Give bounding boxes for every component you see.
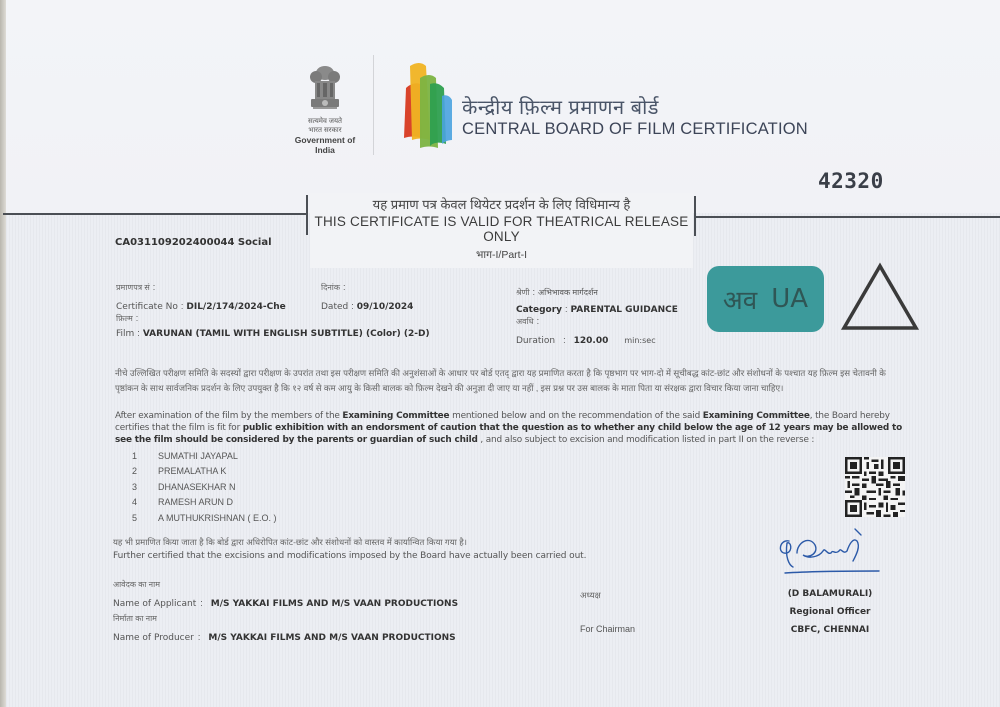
dated-field: Dated : 09/10/2024 — [321, 301, 414, 312]
triangle-symbol-icon — [840, 262, 920, 332]
further-certified-hindi: यह भी प्रमाणित किया जाता है कि बोर्ड द्वारा अधिरोपित कांट-छांट और संशोधनों को वास्तव में कार्यान्वित किया गया है। — [113, 537, 467, 547]
category-field: Category : PARENTAL GUIDANCE — [516, 304, 678, 315]
serial-number: 42320 — [818, 169, 884, 193]
list-item: 3 DHANASEKHAR N — [132, 481, 236, 492]
board-title-hindi: केन्द्रीय फ़िल्म प्रमाणन बोर्ड — [462, 97, 659, 119]
government-emblem — [285, 63, 365, 155]
duration-value: 120.00 — [573, 336, 609, 346]
board-title-english: CENTRAL BOARD OF FILM CERTIFICATION — [462, 120, 808, 138]
duration-label-hindi: अवधि : — [516, 316, 540, 326]
certificate-no-value: DIL/2/174/2024-Che — [186, 302, 286, 312]
applicant-label-hindi: आवेदक का नाम — [113, 580, 160, 589]
board-title — [462, 93, 808, 139]
film-field: Film : VARUNAN (TAMIL WITH ENGLISH SUBTITLE) (Color) (2-D) — [116, 328, 430, 339]
applicant-label: Name of Applicant — [113, 599, 197, 609]
validity-hindi: यह प्रमाण पत्र केवल थियेटर प्रदर्शन के लिए विधिमान्य है — [372, 197, 631, 212]
film-label: Film — [116, 329, 135, 339]
category-label: Category — [516, 305, 563, 315]
signatory-office: CBFC, CHENNAI — [790, 625, 870, 635]
certificate-no-label: Certificate No — [116, 302, 178, 312]
list-item: 2 PREMALATHA K — [132, 466, 227, 477]
further-certified-english: Further certified that the excisions and modifications imposed by the Board have actually been carried out. — [113, 551, 587, 561]
producer-label-hindi: निर्माता का नाम — [113, 614, 157, 623]
rating-hindi: अव — [722, 286, 758, 316]
validity-english: THIS CERTIFICATE IS VALID FOR THEATRICAL RELEASE ONLY — [314, 214, 689, 244]
government-hindi: भारत सरकार — [308, 127, 342, 134]
dated-value: 09/10/2024 — [356, 302, 414, 312]
paper-edge — [0, 0, 6, 707]
banner-rule-left — [3, 213, 307, 215]
film-label-hindi: फ़िल्म : — [116, 313, 139, 323]
rating-english: UA — [771, 284, 809, 314]
header-divider — [373, 55, 374, 155]
applicant-value: M/S YAKKAI FILMS AND M/S VAAN PRODUCTIONS — [210, 599, 459, 609]
list-item: 4 RAMESH ARUN D — [132, 497, 234, 508]
certificate-no-field: Certificate No : DIL/2/174/2024-Che — [116, 301, 286, 312]
duration-label: Duration — [516, 336, 556, 346]
cbfc-logo-icon — [400, 60, 456, 152]
ua-rating-badge — [707, 266, 824, 332]
applicant-field: Name of Applicant : M/S YAKKAI FILMS AND M/S VAAN PRODUCTIONS — [113, 598, 459, 609]
category-value: PARENTAL GUIDANCE — [570, 305, 678, 315]
certification-text-english: After examination of the film by the members of the Examining Committee mentioned below and on the recommendation of the said Examining Committee, the Board hereby certifies that the film is fit for public exhibition with an endorsment of caution that the question as to whether any child below the age of 12 years may be allowed to see the film should be considered by the parents or guardian of such child , and also subject to excision and modification listed in part II on the reverse : — [115, 411, 903, 445]
certification-text-hindi: नीचे उल्लिखित परीक्षण समिति के सदस्यों द्वारा परीक्षण के उपरांत तथा इस परीक्षण समिति की अनुशंसाओं के आधार पर बोर्ड एतद् द्वारा यह प्रमाणित करता है कि पृष्ठभाग पर भाग-दो में सूचीबद्ध कांट-छांट और संशोधनों के पश्चात यह फ़िल्म इस चेतावनी के पृष्ठांकन के साथ सार्वजनिक प्रदर्शन के लिए उपयुक्त है कि १२ वर्ष से कम आयु के किसी बालक को फ़िल्म देखने की अनुज्ञा दी जाए या नहीं , इस प्रश्न पर उस बालक के माता पिता या संरक्षक द्वारा विचार किया जाना चाहिए। — [115, 368, 886, 393]
category-hindi-field: श्रेणी : अभिभावक मार्गदर्शन — [516, 287, 598, 297]
chairman-hindi: अध्यक्ष — [580, 590, 601, 600]
film-value: VARUNAN (TAMIL WITH ENGLISH SUBTITLE) (Color) (2-D) — [142, 329, 430, 339]
duration-unit: min:sec — [624, 336, 656, 345]
duration-field: Duration : 120.00 min:sec — [516, 335, 656, 346]
qr-code-icon[interactable] — [845, 457, 905, 517]
signatory-block — [760, 585, 900, 639]
validity-banner — [310, 193, 693, 268]
signatory-designation: Regional Officer — [789, 607, 871, 617]
signature-icon — [775, 527, 885, 579]
banner-rule-right — [695, 216, 1000, 218]
producer-field: Name of Producer : M/S YAKKAI FILMS AND M/S VAAN PRODUCTIONS — [113, 632, 456, 643]
banner-tick-left — [306, 195, 308, 235]
certificate-no-label-hindi: प्रमाणपत्र सं : — [116, 282, 156, 292]
application-reference: CA031109202400044 Social — [115, 237, 272, 248]
producer-label: Name of Producer — [113, 633, 194, 643]
dated-label-hindi: दिनांक : — [321, 282, 346, 292]
list-item: 1 SUMATHI JAYAPAL — [132, 450, 238, 461]
government-english: Government of India — [294, 135, 356, 155]
ashoka-emblem-icon — [305, 63, 345, 115]
emblem-motto: सत्यमेव जयते — [307, 118, 343, 125]
for-chairman: For Chairman — [580, 624, 636, 634]
category-value-hindi: अभिभावक मार्गदर्शन — [538, 288, 598, 297]
signatory-name: (D BALAMURALI) — [787, 589, 873, 599]
producer-value: M/S YAKKAI FILMS AND M/S VAAN PRODUCTIONS — [208, 633, 456, 643]
dated-label: Dated — [321, 302, 349, 312]
part-label: भाग-I/Part-I — [475, 249, 527, 261]
list-item: 5 A MUTHUKRISHNAN ( E.O. ) — [132, 512, 277, 523]
committee-members-list — [132, 448, 277, 526]
banner-tick-right — [694, 196, 696, 236]
